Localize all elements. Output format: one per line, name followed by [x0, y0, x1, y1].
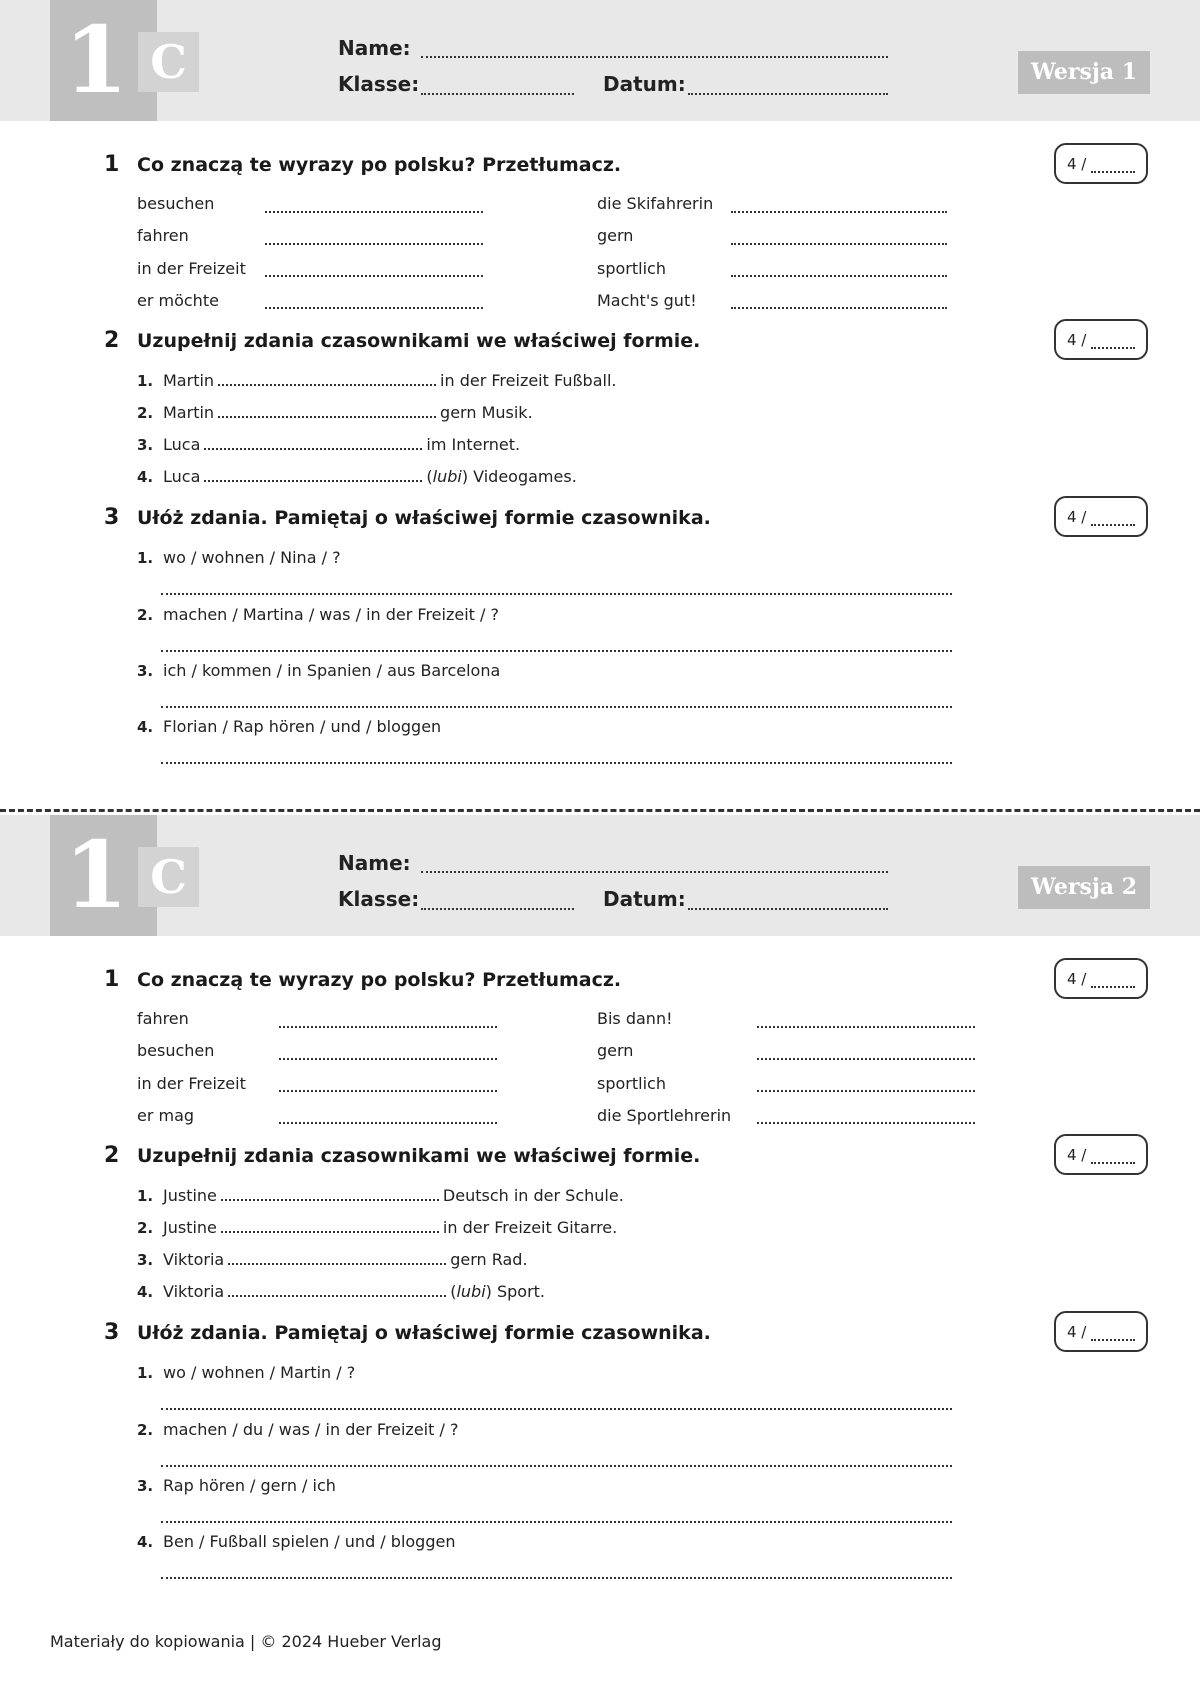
sentence-rest: Sport.	[496, 1282, 546, 1301]
unit-letter: C	[138, 32, 199, 92]
unit-letter: C	[138, 847, 199, 907]
question-number: 1	[104, 152, 120, 177]
worksheet-header	[0, 815, 1200, 936]
version-badge: Wersja 2	[1018, 866, 1150, 909]
verb-field[interactable]	[221, 1231, 439, 1233]
item-number: 3.	[137, 1251, 154, 1269]
name-label: Name:	[338, 851, 411, 875]
vocab-word: sportlich	[597, 1074, 666, 1093]
vocab-word: Bis dann!	[597, 1009, 673, 1028]
translation-field[interactable]	[279, 1090, 497, 1092]
score-label: 4 /	[1067, 1146, 1087, 1164]
version-badge: Wersja 1	[1018, 51, 1150, 94]
vocab-word: besuchen	[137, 194, 215, 213]
class-field[interactable]	[421, 908, 574, 910]
score-field[interactable]	[1091, 986, 1135, 988]
vocab-word: Macht's gut!	[597, 291, 697, 310]
word-prompt: machen / du / was / in der Freizeit / ?	[163, 1420, 459, 1439]
sentence-subject: Viktoria	[163, 1282, 225, 1301]
cut-line	[0, 809, 1200, 812]
sentence-rest: Videogames.	[473, 467, 577, 486]
answer-line[interactable]	[161, 650, 952, 652]
translation-field[interactable]	[757, 1122, 975, 1124]
score-field[interactable]	[1091, 347, 1135, 349]
question-title: Ułóż zdania. Pamiętaj o właściwej formie czasownika.	[137, 1322, 711, 1344]
vocab-word: die Skifahrerin	[597, 194, 714, 213]
item-number: 2.	[137, 404, 154, 422]
fill-in-sentence: Viktoria (lubi) Sport.	[163, 1282, 546, 1301]
sentence-subject: Justine	[163, 1218, 217, 1237]
vocab-word: er mag	[137, 1106, 195, 1125]
fill-in-sentence	[163, 1218, 617, 1237]
question-number: 2	[104, 328, 120, 353]
unit-number: 1	[50, 815, 157, 936]
name-label: Name:	[338, 36, 411, 60]
sentence-subject: Justine	[163, 1186, 217, 1205]
sentence-rest: in der Freizeit Gitarre.	[442, 1218, 618, 1237]
translation-field[interactable]	[757, 1058, 975, 1060]
class-label: Klasse:	[338, 887, 420, 911]
item-number: 1.	[137, 549, 154, 567]
translation-field[interactable]	[279, 1026, 497, 1028]
score-field[interactable]	[1091, 524, 1135, 526]
item-number: 4.	[137, 468, 154, 486]
vocab-word: besuchen	[137, 1041, 215, 1060]
item-number: 3.	[137, 662, 154, 680]
verb-field[interactable]	[228, 1295, 446, 1297]
score-label: 4 /	[1067, 970, 1087, 988]
answer-line[interactable]	[161, 1521, 952, 1523]
vocab-word: in der Freizeit	[137, 259, 246, 278]
class-field[interactable]	[421, 93, 574, 95]
vocab-word: in der Freizeit	[137, 1074, 246, 1093]
word-prompt: Ben / Fußball spielen / und / bloggen	[163, 1532, 456, 1551]
date-label: Datum:	[603, 887, 686, 911]
translation-field[interactable]	[279, 1058, 497, 1060]
question-number: 2	[104, 1143, 120, 1168]
word-prompt: Florian / Rap hören / und / bloggen	[163, 717, 442, 736]
unit-number: 1	[50, 0, 157, 121]
sentence-subject: Viktoria	[163, 1250, 225, 1269]
answer-line[interactable]	[161, 1577, 952, 1579]
question-title: Uzupełnij zdania czasownikami we właściwej formie.	[137, 1145, 701, 1167]
question-title: Uzupełnij zdania czasownikami we właściwej formie.	[137, 330, 701, 352]
date-field[interactable]	[688, 93, 888, 95]
answer-line[interactable]	[161, 1465, 952, 1467]
answer-line[interactable]	[161, 593, 952, 595]
translation-field[interactable]	[279, 1122, 497, 1124]
score-label: 4 /	[1067, 508, 1087, 526]
translation-field[interactable]	[265, 307, 483, 309]
sentence-subject: Martin	[163, 403, 215, 422]
vocab-word: die Sportlehrerin	[597, 1106, 732, 1125]
question-title: Co znaczą te wyrazy po polsku? Przetłumacz.	[137, 969, 622, 991]
fill-in-sentence	[163, 1186, 624, 1205]
translation-field[interactable]	[757, 1026, 975, 1028]
item-number: 4.	[137, 1283, 154, 1301]
vocab-word: gern	[597, 1041, 634, 1060]
vocab-word: gern	[597, 226, 634, 245]
fill-in-sentence: Luca (lubi) Videogames.	[163, 467, 577, 486]
item-number: 4.	[137, 1533, 154, 1551]
sentence-subject: Luca	[163, 435, 201, 454]
item-number: 3.	[137, 1477, 154, 1495]
question-title: Ułóż zdania. Pamiętaj o właściwej formie czasownika.	[137, 507, 711, 529]
class-label: Klasse:	[338, 72, 420, 96]
question-number: 3	[104, 1320, 120, 1345]
verb-field[interactable]	[204, 448, 422, 450]
translation-field[interactable]	[731, 243, 947, 245]
sentence-rest: gern Musik.	[440, 403, 533, 422]
answer-line[interactable]	[161, 706, 952, 708]
vocab-word: sportlich	[597, 259, 666, 278]
name-field[interactable]	[421, 871, 888, 873]
vocab-word: fahren	[137, 226, 189, 245]
verb-hint: lubi	[432, 467, 462, 486]
sentence-rest: im Internet.	[426, 435, 521, 454]
translation-field[interactable]	[731, 307, 947, 309]
translation-field[interactable]	[265, 275, 483, 277]
question-title: Co znaczą te wyrazy po polsku? Przetłumacz.	[137, 154, 622, 176]
verb-field[interactable]	[218, 384, 436, 386]
copyright-footer: Materiały do kopiowania | © 2024 Hueber Verlag	[50, 1632, 442, 1651]
verb-field[interactable]	[228, 1263, 446, 1265]
score-box[interactable]	[1054, 1134, 1148, 1175]
word-prompt: ich / kommen / in Spanien / aus Barcelona	[163, 661, 501, 680]
score-box[interactable]	[1054, 319, 1148, 360]
score-box[interactable]	[1054, 958, 1148, 999]
translation-field[interactable]	[265, 211, 483, 213]
translation-field[interactable]	[731, 275, 947, 277]
answer-line[interactable]	[161, 1408, 952, 1410]
sentence-rest: in der Freizeit Fußball.	[440, 371, 617, 390]
fill-in-sentence	[163, 435, 520, 454]
score-label: 4 /	[1067, 1323, 1087, 1341]
vocab-word: fahren	[137, 1009, 189, 1028]
fill-in-sentence	[163, 403, 533, 422]
vocab-word: er möchte	[137, 291, 219, 310]
score-box[interactable]	[1054, 1311, 1148, 1352]
date-field[interactable]	[688, 908, 888, 910]
word-prompt: wo / wohnen / Martin / ?	[163, 1363, 356, 1382]
worksheet-header	[0, 0, 1200, 121]
verb-hint: lubi	[456, 1282, 486, 1301]
question-number: 3	[104, 505, 120, 530]
sentence-rest: Deutsch in der Schule.	[442, 1186, 624, 1205]
fill-in-sentence	[163, 1250, 528, 1269]
score-field[interactable]	[1091, 171, 1135, 173]
score-label: 4 /	[1067, 331, 1087, 349]
item-number: 1.	[137, 1187, 154, 1205]
score-label: 4 /	[1067, 155, 1087, 173]
item-number: 4.	[137, 718, 154, 736]
answer-line[interactable]	[161, 762, 952, 764]
question-number: 1	[104, 967, 120, 992]
score-box[interactable]	[1054, 143, 1148, 184]
sentence-subject: Martin	[163, 371, 215, 390]
item-number: 2.	[137, 1421, 154, 1439]
sentence-rest: gern Rad.	[450, 1250, 528, 1269]
item-number: 2.	[137, 606, 154, 624]
word-prompt: Rap hören / gern / ich	[163, 1476, 336, 1495]
verb-field[interactable]	[218, 416, 436, 418]
item-number: 3.	[137, 436, 154, 454]
verb-field[interactable]	[204, 480, 422, 482]
translation-field[interactable]	[757, 1090, 975, 1092]
score-field[interactable]	[1091, 1162, 1135, 1164]
verb-field[interactable]	[221, 1199, 439, 1201]
score-field[interactable]	[1091, 1339, 1135, 1341]
word-prompt: wo / wohnen / Nina / ?	[163, 548, 341, 567]
fill-in-sentence	[163, 371, 616, 390]
score-box[interactable]	[1054, 496, 1148, 537]
word-prompt: machen / Martina / was / in der Freizeit / ?	[163, 605, 499, 624]
date-label: Datum:	[603, 72, 686, 96]
name-field[interactable]	[421, 56, 888, 58]
item-number: 2.	[137, 1219, 154, 1237]
translation-field[interactable]	[265, 243, 483, 245]
item-number: 1.	[137, 1364, 154, 1382]
sentence-subject: Luca	[163, 467, 201, 486]
item-number: 1.	[137, 372, 154, 390]
translation-field[interactable]	[731, 211, 947, 213]
